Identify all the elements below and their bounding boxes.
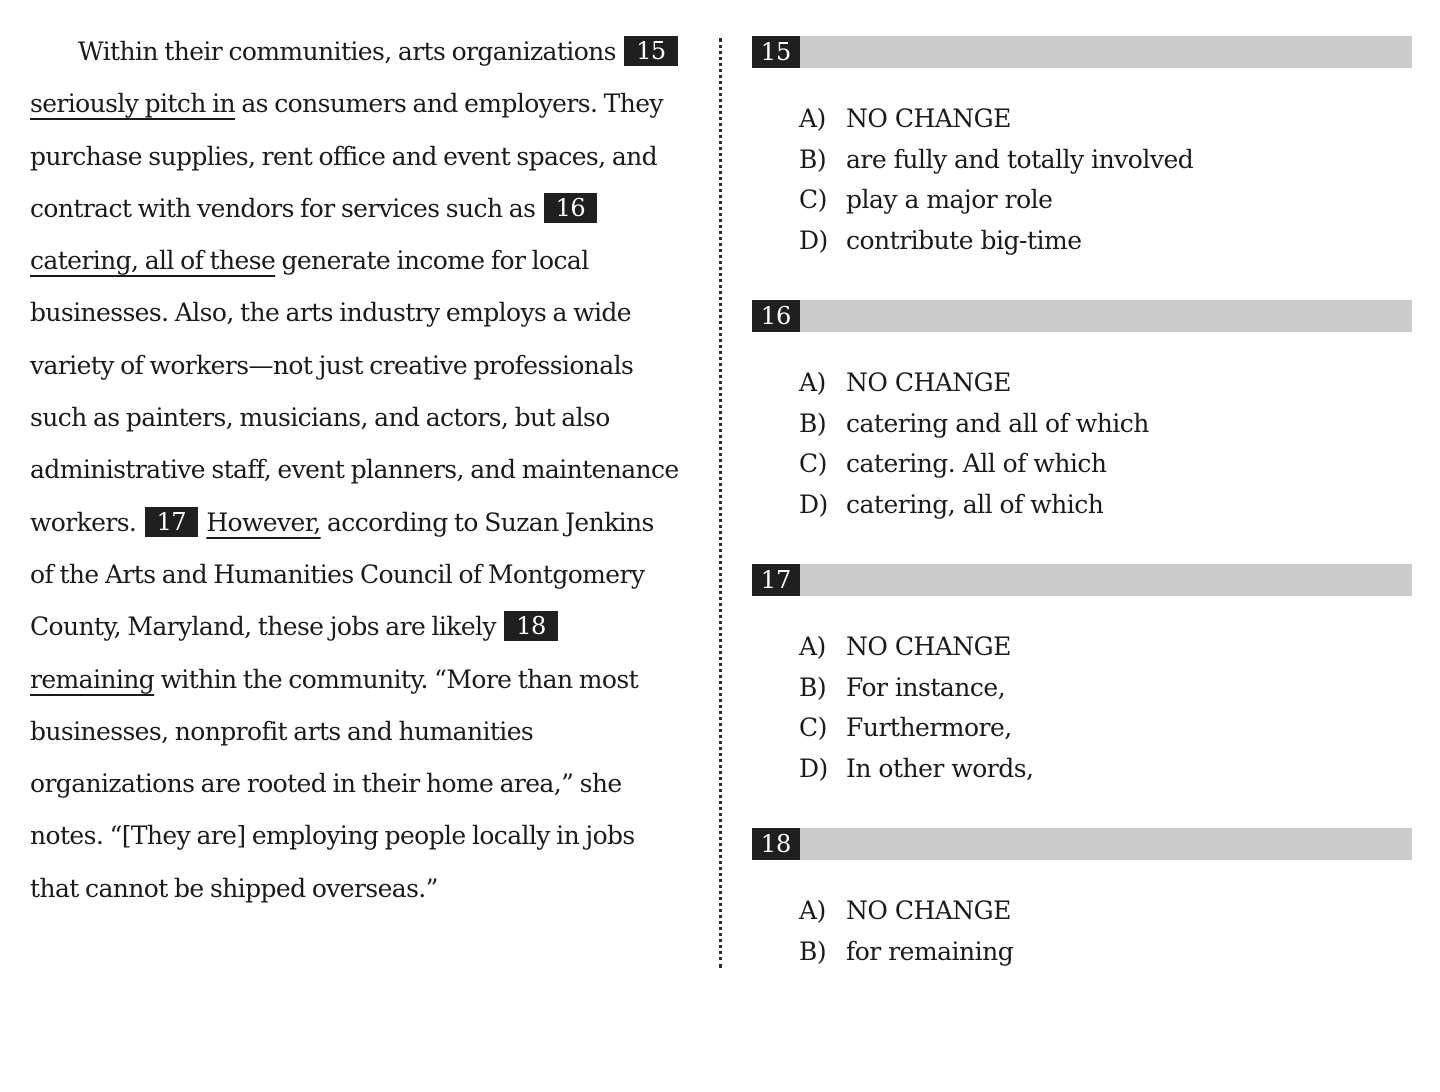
choice-text: catering, all of which <box>846 489 1104 519</box>
underlined-phrase-18[interactable]: remaining <box>30 664 155 694</box>
question-number: 15 <box>752 36 800 68</box>
answer-choice-a[interactable] <box>752 627 1412 668</box>
question-number: 16 <box>752 300 800 332</box>
passage-column <box>30 26 680 915</box>
passage-text: according to Suzan Jenkins of the Arts and Humanities Council of Montgomery County, Maryland, these jobs are likely <box>30 507 654 642</box>
column-divider <box>719 38 722 968</box>
question-header <box>752 36 1412 68</box>
choice-text: for remaining <box>846 936 1014 966</box>
question-marker-15[interactable]: 15 <box>624 36 677 66</box>
answer-choice-b[interactable] <box>752 404 1412 445</box>
choice-text: For instance, <box>846 672 1006 702</box>
choice-letter: D) <box>799 225 828 255</box>
choice-letter: D) <box>799 489 828 519</box>
answer-choice-b[interactable] <box>752 668 1412 709</box>
answer-choices <box>752 891 1412 972</box>
answer-choice-d[interactable] <box>752 485 1412 526</box>
choice-letter: B) <box>799 144 827 174</box>
choice-letter: A) <box>799 104 826 133</box>
question-marker-17[interactable]: 17 <box>145 507 198 537</box>
choice-letter: B) <box>799 672 827 702</box>
passage-text: within the community. “More than most businesses, nonprofit arts and humanities organizations are rooted in their home area,” she notes. “[They are] employing people locally in jobs that cannot be shipped overseas.” <box>30 664 639 903</box>
passage-text: generate income for local businesses. Also, the arts industry employs a wide variety of workers—not just creative professionals such as painters, musicians, and actors, but also administrative staff, event planners, and maintenance workers. <box>30 246 679 537</box>
choice-letter: C) <box>799 713 827 742</box>
answer-choices <box>752 99 1412 261</box>
answer-choice-b[interactable] <box>752 140 1412 181</box>
question-header <box>752 828 1412 860</box>
question-16 <box>752 300 1412 564</box>
answer-choices <box>752 363 1412 525</box>
choice-letter: D) <box>799 753 828 783</box>
choice-letter: C) <box>799 449 827 478</box>
question-bar <box>800 36 1412 68</box>
answer-choice-c[interactable] <box>752 708 1412 749</box>
choice-text: Furthermore, <box>846 713 1012 742</box>
choice-text: play a major role <box>846 185 1053 214</box>
question-17 <box>752 564 1412 828</box>
question-marker-16[interactable]: 16 <box>544 193 597 223</box>
choice-letter: B) <box>799 408 827 438</box>
choice-text: NO CHANGE <box>846 368 1011 397</box>
choice-letter: B) <box>799 936 827 966</box>
choice-letter: A) <box>799 368 826 397</box>
answer-choice-c[interactable] <box>752 444 1412 485</box>
choice-text: catering and all of which <box>846 408 1149 438</box>
question-bar <box>800 828 1412 860</box>
passage-text: as consumers and employers. They purchase supplies, rent office and event spaces, and contract with vendors for services such as <box>30 89 663 223</box>
answer-choice-a[interactable] <box>752 363 1412 404</box>
question-header <box>752 564 1412 596</box>
underlined-phrase-17[interactable]: However, <box>206 507 321 537</box>
question-18 <box>752 828 1412 1092</box>
question-bar <box>800 300 1412 332</box>
choice-text: NO CHANGE <box>846 632 1011 661</box>
answer-choice-a[interactable] <box>752 99 1412 140</box>
underlined-phrase-16[interactable]: catering, all of these <box>30 246 276 276</box>
passage-paragraph <box>30 26 680 915</box>
choice-text: catering. All of which <box>846 449 1107 478</box>
choice-text: contribute big-time <box>846 225 1082 255</box>
answer-choice-d[interactable] <box>752 221 1412 262</box>
choice-letter: A) <box>799 896 826 925</box>
passage-text: Within their communities, arts organizations <box>78 37 623 66</box>
choice-text: NO CHANGE <box>846 104 1011 133</box>
question-15 <box>752 36 1412 300</box>
choice-text: NO CHANGE <box>846 896 1011 925</box>
choice-letter: C) <box>799 185 827 214</box>
question-number: 17 <box>752 564 800 596</box>
choice-text: are fully and totally involved <box>846 144 1194 174</box>
question-header <box>752 300 1412 332</box>
underlined-phrase-15[interactable]: seriously pitch in <box>30 89 236 119</box>
question-marker-18[interactable]: 18 <box>504 611 557 641</box>
choice-letter: A) <box>799 632 826 661</box>
questions-column <box>752 36 1412 1092</box>
answer-choice-b[interactable] <box>752 932 1412 973</box>
answer-choice-a[interactable] <box>752 891 1412 932</box>
question-number: 18 <box>752 828 800 860</box>
question-bar <box>800 564 1412 596</box>
answer-choice-c[interactable] <box>752 180 1412 221</box>
answer-choice-d[interactable] <box>752 749 1412 790</box>
choice-text: In other words, <box>846 753 1034 783</box>
answer-choices <box>752 627 1412 789</box>
